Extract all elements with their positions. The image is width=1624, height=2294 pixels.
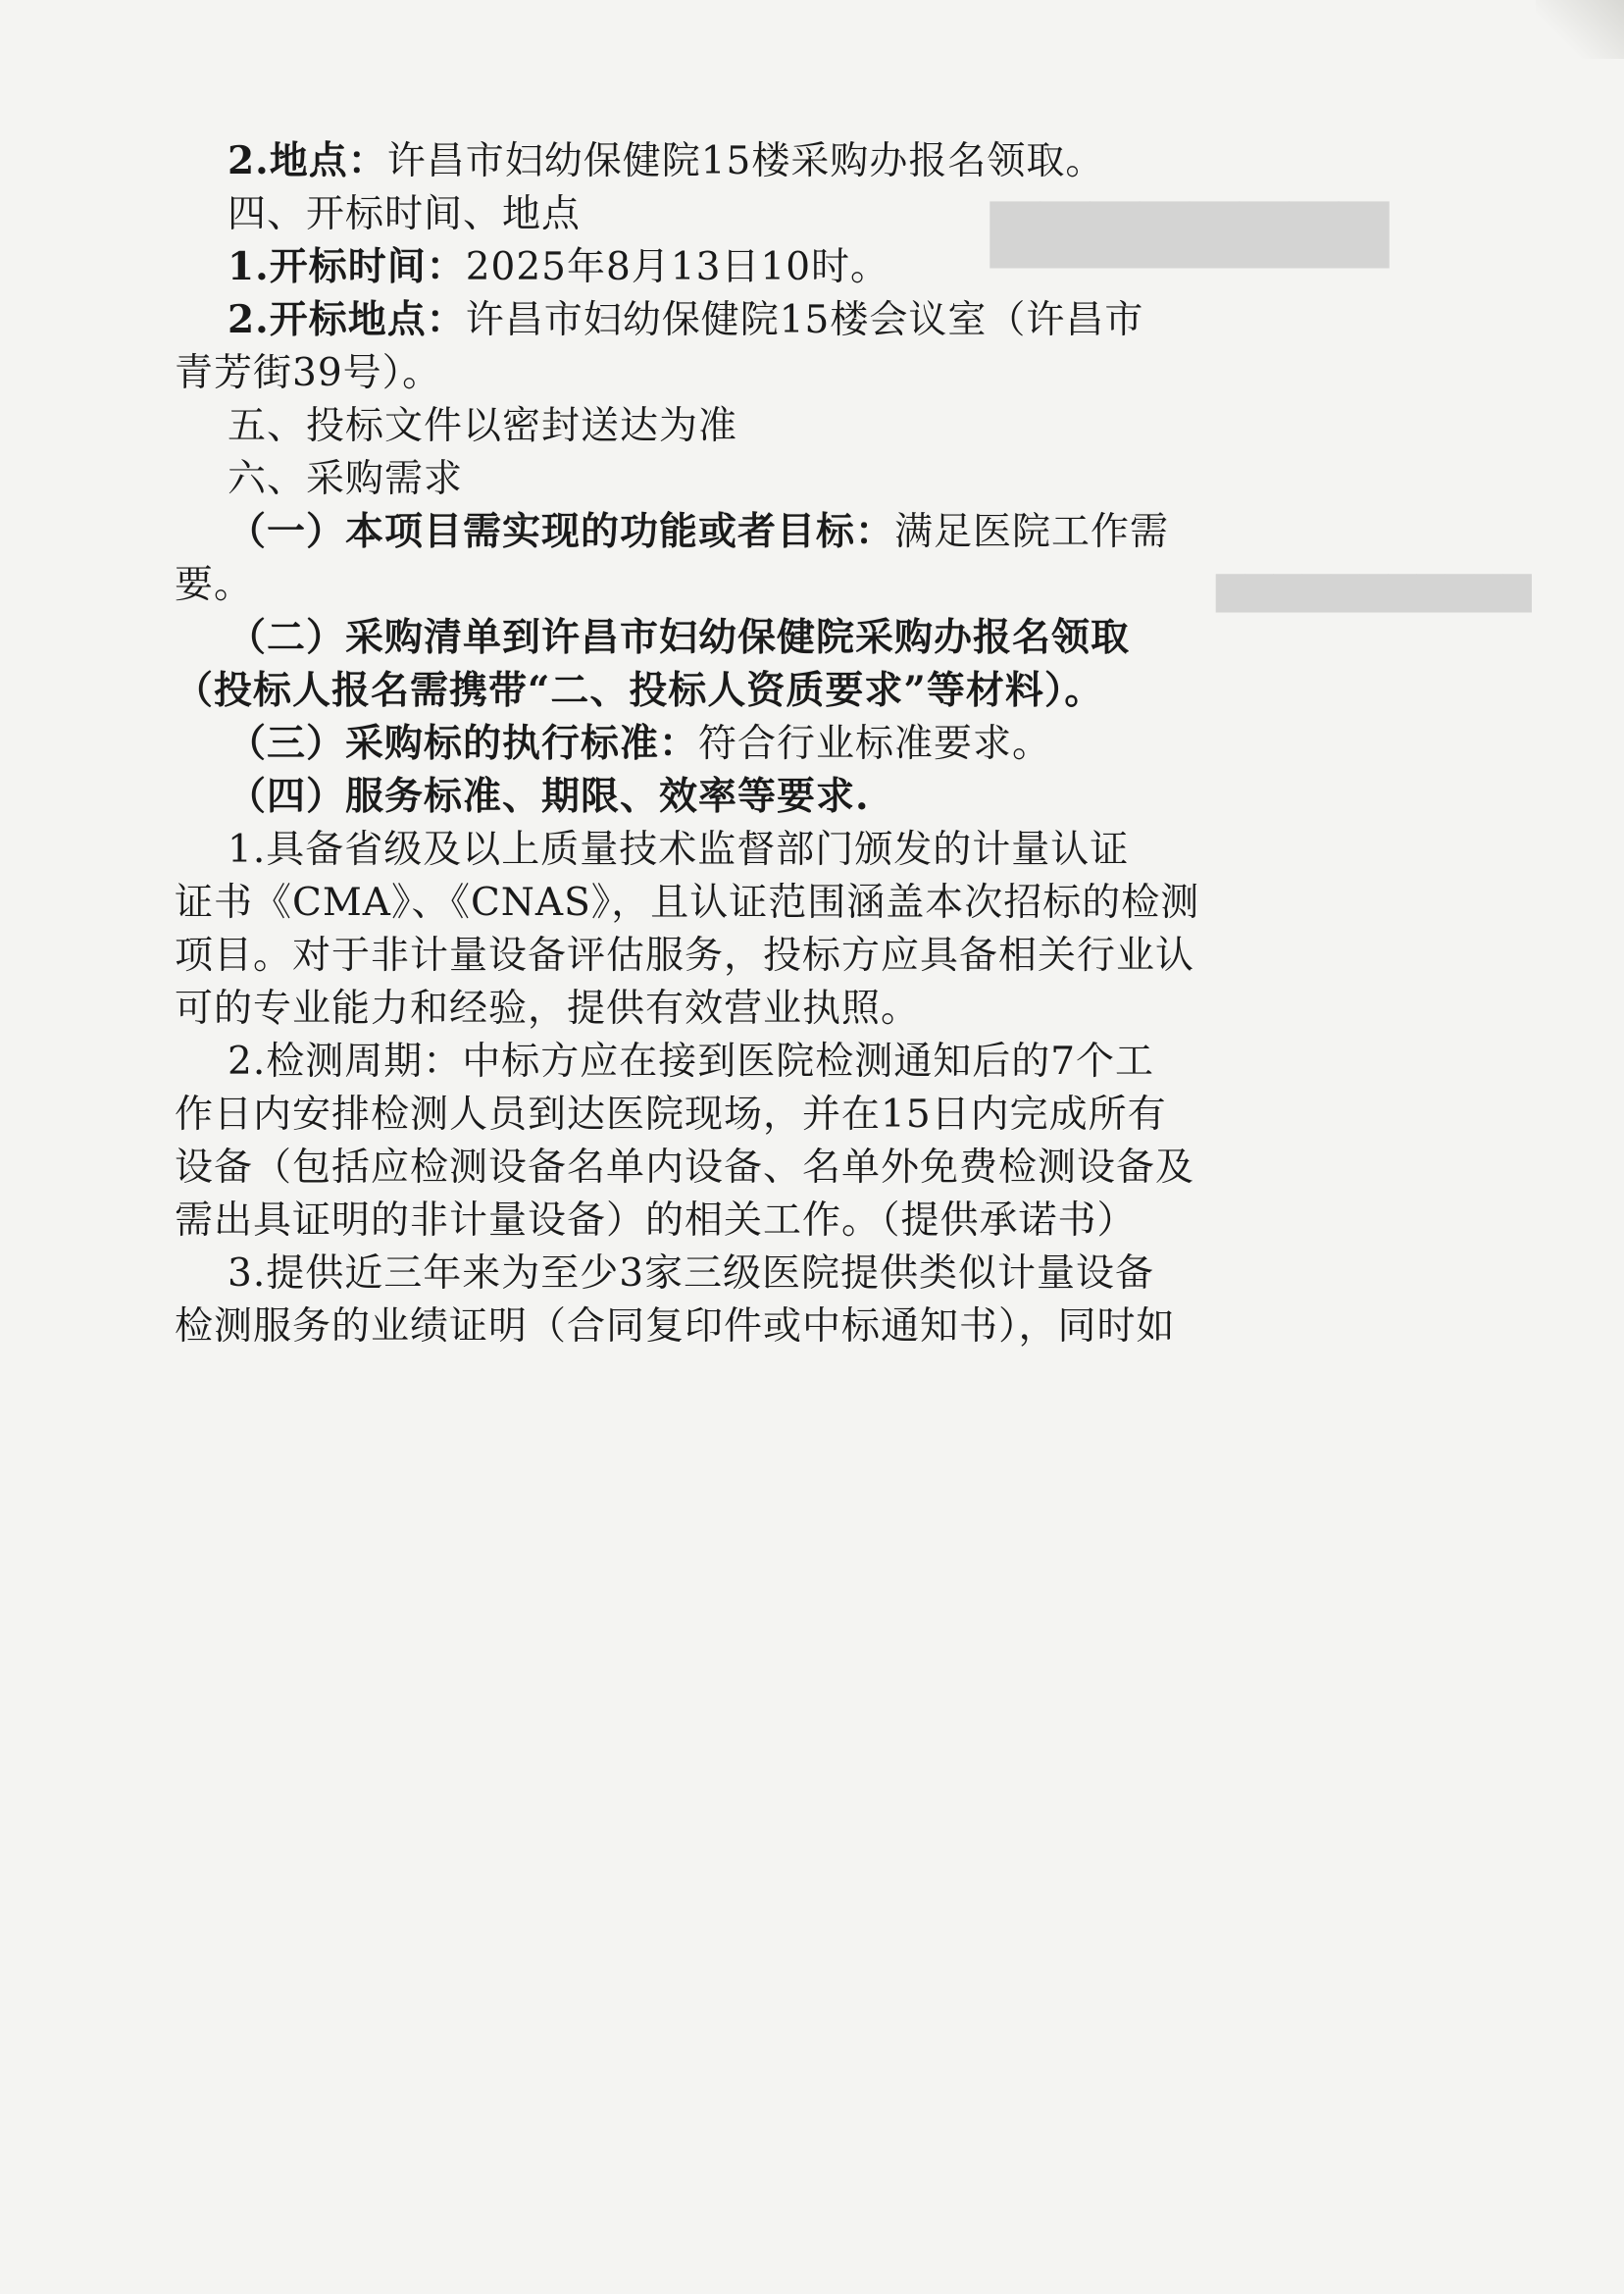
doc-line-9: 要。: [175, 563, 254, 607]
bleed-through-title: ▇▇▇▇▇▇▇▇: [990, 191, 1390, 268]
doc-line-7: 六、采购需求: [228, 457, 464, 501]
doc-line-1: 2.地点：许昌市妇幼保健院15楼采购办报名领取。: [228, 138, 1105, 183]
doc-line-18: 2.检测周期：中标方应在接到医院检测通知后的7个工: [228, 1040, 1155, 1084]
doc-line-4: 2.开标地点：许昌市妇幼保健院15楼会议室（许昌市: [228, 297, 1144, 342]
doc-line-19: 作日内安排检测人员到达医院现场，并在15日内完成所有: [175, 1093, 1167, 1137]
doc-line-2: 四、开标时间、地点: [228, 192, 582, 236]
doc-line-21: 需出具证明的非计量设备）的相关工作。（提供承诺书）: [175, 1198, 1137, 1243]
doc-line-22: 3.提供近三年来为至少3家三级医院提供类似计量设备: [228, 1251, 1155, 1296]
page-corner-shadow: [1536, 0, 1624, 59]
doc-line-3: 1.开标时间：2025年8月13日10时。: [228, 244, 890, 289]
doc-line-10: （二）采购清单到许昌市妇幼保健院采购办报名领取: [228, 615, 1131, 660]
doc-line-11: （投标人报名需携带“二、投标人资质要求”等材料）。: [175, 668, 1104, 713]
doc-line-14: 1.具备省级及以上质量技术监督部门颁发的计量认证: [228, 828, 1130, 872]
bleed-through-text: ▇▇▇▇▇▇▇▇▇▇▇: [1216, 569, 1532, 612]
doc-line-16: 项目。对于非计量设备评估服务，投标方应具备相关行业认: [175, 934, 1195, 978]
doc-line-12: （三）采购标的执行标准：符合行业标准要求。: [228, 721, 1052, 766]
doc-line-5: 青芳街39号）。: [175, 351, 442, 395]
doc-line-23: 检测服务的业绩证明（合同复印件或中标通知书），同时如: [175, 1304, 1176, 1349]
doc-line-13: （四）服务标准、期限、效率等要求.: [228, 774, 870, 819]
doc-line-15: 证书《CMA》、《CNAS》，且认证范围涵盖本次招标的检测: [175, 881, 1200, 925]
doc-line-20: 设备（包括应检测设备名单内设备、名单外免费检测设备及: [175, 1146, 1195, 1190]
doc-line-6: 五、投标文件以密封送达为准: [228, 404, 738, 448]
doc-line-17: 可的专业能力和经验，提供有效营业执照。: [175, 987, 921, 1031]
doc-line-8: （一）本项目需实现的功能或者目标：满足医院工作需: [228, 509, 1170, 554]
